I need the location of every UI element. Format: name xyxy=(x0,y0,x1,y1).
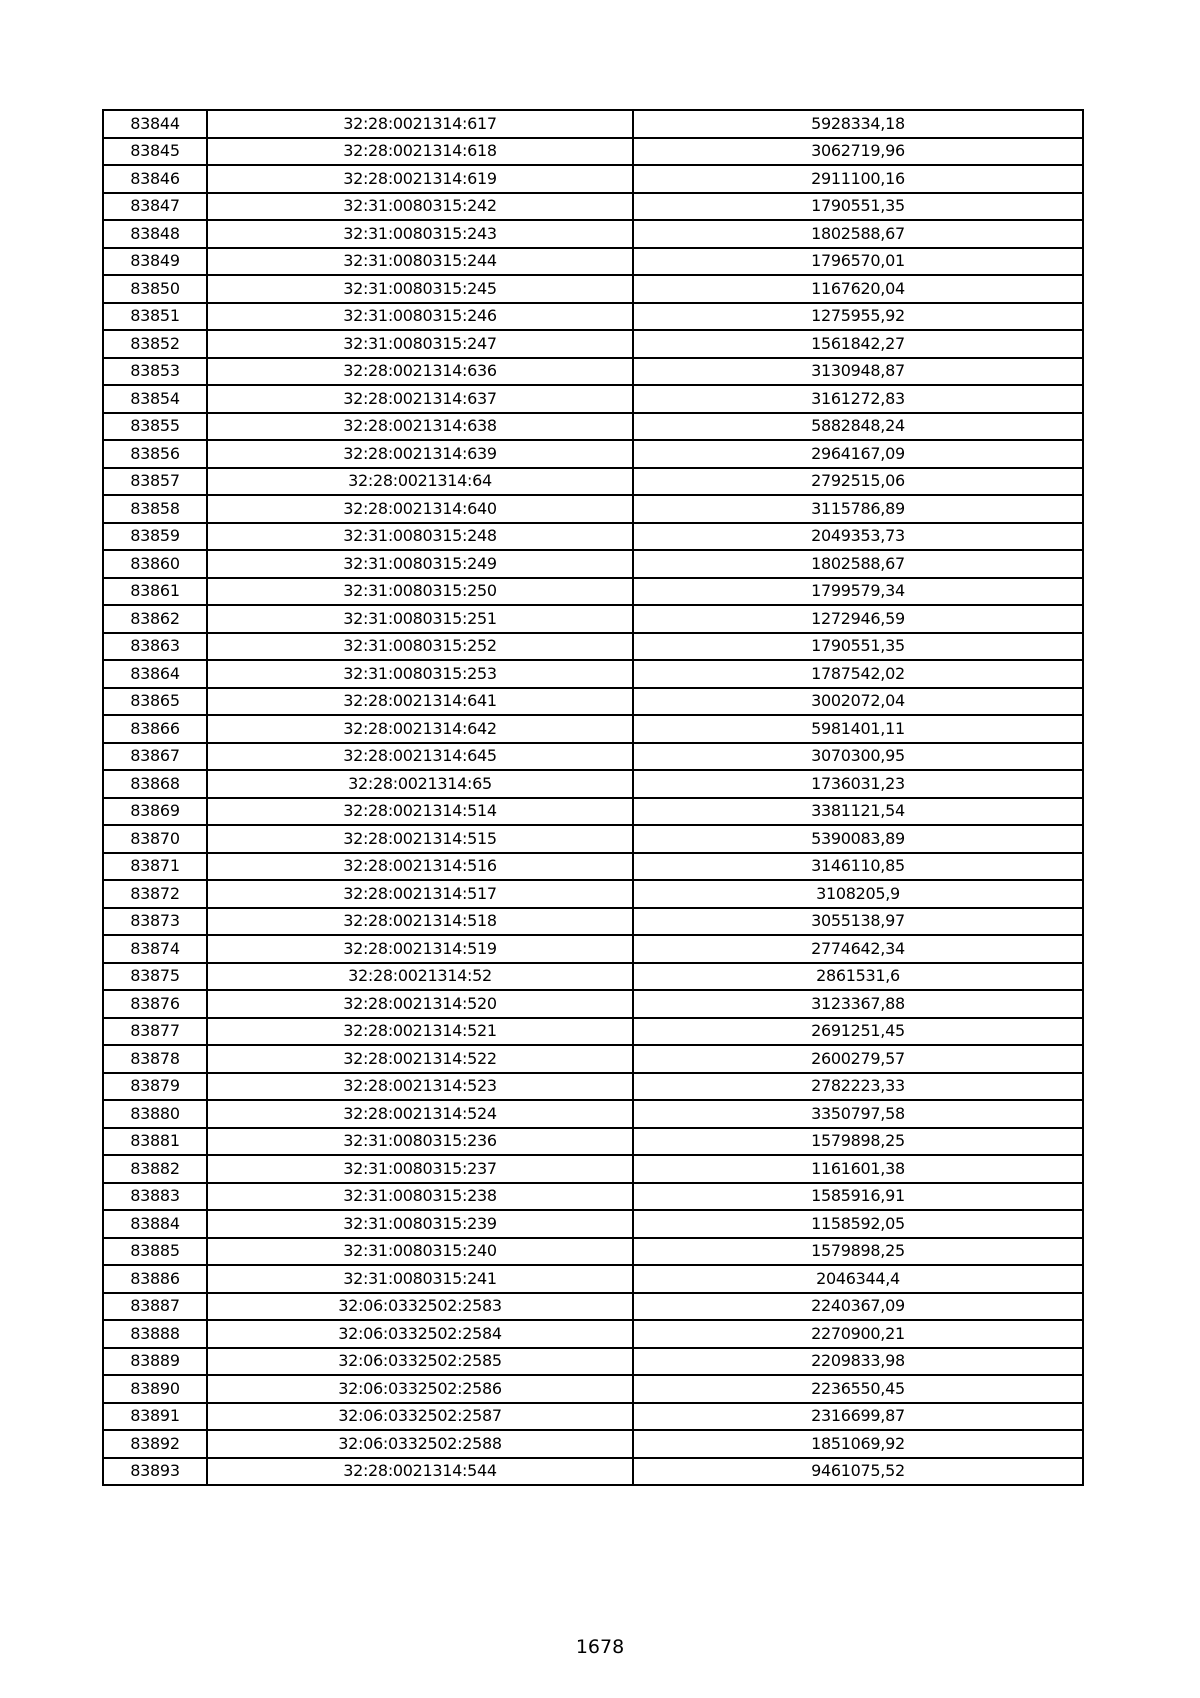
cadastral-number-cell: 32:28:0021314:637 xyxy=(207,385,633,413)
row-index-cell: 83884 xyxy=(103,1210,207,1238)
cadastral-number-cell: 32:31:0080315:248 xyxy=(207,523,633,551)
cadastral-number-cell: 32:06:0332502:2584 xyxy=(207,1320,633,1348)
cadastral-number-cell: 32:31:0080315:243 xyxy=(207,220,633,248)
value-cell: 1275955,92 xyxy=(633,303,1083,331)
row-index-cell: 83854 xyxy=(103,385,207,413)
table-row xyxy=(103,220,1083,248)
value-cell: 1161601,38 xyxy=(633,1155,1083,1183)
row-index-cell: 83870 xyxy=(103,825,207,853)
cadastral-number-cell: 32:31:0080315:239 xyxy=(207,1210,633,1238)
table-row xyxy=(103,578,1083,606)
row-index-cell: 83869 xyxy=(103,798,207,826)
value-cell: 2911100,16 xyxy=(633,165,1083,193)
cadastral-number-cell: 32:31:0080315:245 xyxy=(207,275,633,303)
row-index-cell: 83847 xyxy=(103,193,207,221)
table-row xyxy=(103,1100,1083,1128)
cadastral-number-cell: 32:28:0021314:642 xyxy=(207,715,633,743)
cadastral-number-cell: 32:31:0080315:242 xyxy=(207,193,633,221)
cadastral-number-cell: 32:28:0021314:640 xyxy=(207,495,633,523)
table-row xyxy=(103,165,1083,193)
cadastral-number-cell: 32:31:0080315:237 xyxy=(207,1155,633,1183)
cadastral-number-cell: 32:31:0080315:249 xyxy=(207,550,633,578)
row-index-cell: 83859 xyxy=(103,523,207,551)
cadastral-number-cell: 32:28:0021314:618 xyxy=(207,138,633,166)
table-row xyxy=(103,853,1083,881)
table-row xyxy=(103,275,1083,303)
value-cell: 1561842,27 xyxy=(633,330,1083,358)
value-cell: 3381121,54 xyxy=(633,798,1083,826)
table-row xyxy=(103,743,1083,771)
cadastral-number-cell: 32:06:0332502:2585 xyxy=(207,1348,633,1376)
table-row xyxy=(103,660,1083,688)
row-index-cell: 83878 xyxy=(103,1045,207,1073)
table-row xyxy=(103,715,1083,743)
table-row xyxy=(103,1348,1083,1376)
cadastral-number-cell: 32:31:0080315:246 xyxy=(207,303,633,331)
table-row xyxy=(103,880,1083,908)
cadastral-number-cell: 32:06:0332502:2588 xyxy=(207,1430,633,1458)
value-cell: 2236550,45 xyxy=(633,1375,1083,1403)
row-index-cell: 83861 xyxy=(103,578,207,606)
row-index-cell: 83851 xyxy=(103,303,207,331)
row-index-cell: 83862 xyxy=(103,605,207,633)
value-cell: 1799579,34 xyxy=(633,578,1083,606)
row-index-cell: 83865 xyxy=(103,688,207,716)
cadastral-number-cell: 32:28:0021314:518 xyxy=(207,908,633,936)
table-row xyxy=(103,1293,1083,1321)
table-row xyxy=(103,440,1083,468)
row-index-cell: 83867 xyxy=(103,743,207,771)
cadastral-number-cell: 32:28:0021314:519 xyxy=(207,935,633,963)
cadastral-number-cell: 32:31:0080315:247 xyxy=(207,330,633,358)
value-cell: 3055138,97 xyxy=(633,908,1083,936)
cadastral-number-cell: 32:28:0021314:619 xyxy=(207,165,633,193)
cadastral-number-cell: 32:28:0021314:65 xyxy=(207,770,633,798)
cadastral-number-cell: 32:28:0021314:517 xyxy=(207,880,633,908)
value-cell: 2964167,09 xyxy=(633,440,1083,468)
value-cell: 2316699,87 xyxy=(633,1403,1083,1431)
value-cell: 3123367,88 xyxy=(633,990,1083,1018)
row-index-cell: 83879 xyxy=(103,1073,207,1101)
row-index-cell: 83858 xyxy=(103,495,207,523)
value-cell: 3062719,96 xyxy=(633,138,1083,166)
cadastral-number-cell: 32:28:0021314:645 xyxy=(207,743,633,771)
row-index-cell: 83868 xyxy=(103,770,207,798)
row-index-cell: 83844 xyxy=(103,110,207,138)
row-index-cell: 83892 xyxy=(103,1430,207,1458)
value-cell: 1796570,01 xyxy=(633,248,1083,276)
table-row xyxy=(103,1045,1083,1073)
value-cell: 5928334,18 xyxy=(633,110,1083,138)
table-row xyxy=(103,138,1083,166)
table-row xyxy=(103,963,1083,991)
row-index-cell: 83885 xyxy=(103,1238,207,1266)
cadastral-number-cell: 32:31:0080315:252 xyxy=(207,633,633,661)
cadastral-number-cell: 32:28:0021314:64 xyxy=(207,468,633,496)
value-cell: 1802588,67 xyxy=(633,220,1083,248)
value-cell: 3002072,04 xyxy=(633,688,1083,716)
cadastral-number-cell: 32:31:0080315:250 xyxy=(207,578,633,606)
value-cell: 1790551,35 xyxy=(633,193,1083,221)
row-index-cell: 83875 xyxy=(103,963,207,991)
value-cell: 9461075,52 xyxy=(633,1458,1083,1486)
table-row xyxy=(103,1320,1083,1348)
row-index-cell: 83886 xyxy=(103,1265,207,1293)
cadastral-number-cell: 32:06:0332502:2583 xyxy=(207,1293,633,1321)
row-index-cell: 83882 xyxy=(103,1155,207,1183)
row-index-cell: 83893 xyxy=(103,1458,207,1486)
table-row xyxy=(103,1210,1083,1238)
cadastral-number-cell: 32:06:0332502:2587 xyxy=(207,1403,633,1431)
table-row xyxy=(103,248,1083,276)
table-row xyxy=(103,110,1083,138)
value-cell: 1851069,92 xyxy=(633,1430,1083,1458)
table-row xyxy=(103,523,1083,551)
value-cell: 1158592,05 xyxy=(633,1210,1083,1238)
value-cell: 1790551,35 xyxy=(633,633,1083,661)
value-cell: 3146110,85 xyxy=(633,853,1083,881)
value-cell: 2240367,09 xyxy=(633,1293,1083,1321)
row-index-cell: 83864 xyxy=(103,660,207,688)
row-index-cell: 83849 xyxy=(103,248,207,276)
table-row xyxy=(103,825,1083,853)
row-index-cell: 83889 xyxy=(103,1348,207,1376)
row-index-cell: 83846 xyxy=(103,165,207,193)
cadastral-number-cell: 32:28:0021314:52 xyxy=(207,963,633,991)
row-index-cell: 83848 xyxy=(103,220,207,248)
cadastral-number-cell: 32:28:0021314:515 xyxy=(207,825,633,853)
value-cell: 2782223,33 xyxy=(633,1073,1083,1101)
value-cell: 3070300,95 xyxy=(633,743,1083,771)
table-row xyxy=(103,770,1083,798)
cadastral-number-cell: 32:06:0332502:2586 xyxy=(207,1375,633,1403)
table-row xyxy=(103,193,1083,221)
cadastral-number-cell: 32:28:0021314:514 xyxy=(207,798,633,826)
table-row xyxy=(103,303,1083,331)
row-index-cell: 83866 xyxy=(103,715,207,743)
table-row xyxy=(103,1155,1083,1183)
cadastral-number-cell: 32:28:0021314:516 xyxy=(207,853,633,881)
cadastral-number-cell: 32:28:0021314:617 xyxy=(207,110,633,138)
value-cell: 3115786,89 xyxy=(633,495,1083,523)
value-cell: 2600279,57 xyxy=(633,1045,1083,1073)
value-cell: 3130948,87 xyxy=(633,358,1083,386)
table-row xyxy=(103,1430,1083,1458)
table-row xyxy=(103,1073,1083,1101)
value-cell: 2270900,21 xyxy=(633,1320,1083,1348)
value-cell: 2046344,4 xyxy=(633,1265,1083,1293)
row-index-cell: 83881 xyxy=(103,1128,207,1156)
value-cell: 2792515,06 xyxy=(633,468,1083,496)
cadastre-table xyxy=(102,109,1084,1486)
cadastral-number-cell: 32:31:0080315:244 xyxy=(207,248,633,276)
row-index-cell: 83880 xyxy=(103,1100,207,1128)
table-row xyxy=(103,688,1083,716)
value-cell: 1802588,67 xyxy=(633,550,1083,578)
value-cell: 2049353,73 xyxy=(633,523,1083,551)
cadastral-number-cell: 32:28:0021314:544 xyxy=(207,1458,633,1486)
row-index-cell: 83855 xyxy=(103,413,207,441)
row-index-cell: 83877 xyxy=(103,1018,207,1046)
cadastral-number-cell: 32:28:0021314:520 xyxy=(207,990,633,1018)
table-row xyxy=(103,935,1083,963)
table-row xyxy=(103,1238,1083,1266)
row-index-cell: 83863 xyxy=(103,633,207,661)
value-cell: 1579898,25 xyxy=(633,1238,1083,1266)
table-row xyxy=(103,550,1083,578)
table-row xyxy=(103,1403,1083,1431)
row-index-cell: 83852 xyxy=(103,330,207,358)
cadastral-number-cell: 32:31:0080315:236 xyxy=(207,1128,633,1156)
value-cell: 5981401,11 xyxy=(633,715,1083,743)
table-row xyxy=(103,1128,1083,1156)
table-row xyxy=(103,908,1083,936)
row-index-cell: 83872 xyxy=(103,880,207,908)
cadastral-number-cell: 32:28:0021314:521 xyxy=(207,1018,633,1046)
value-cell: 1736031,23 xyxy=(633,770,1083,798)
table-row xyxy=(103,1265,1083,1293)
cadastral-number-cell: 32:28:0021314:641 xyxy=(207,688,633,716)
row-index-cell: 83860 xyxy=(103,550,207,578)
table-row xyxy=(103,330,1083,358)
row-index-cell: 83871 xyxy=(103,853,207,881)
cadastral-number-cell: 32:28:0021314:639 xyxy=(207,440,633,468)
value-cell: 2209833,98 xyxy=(633,1348,1083,1376)
table-row xyxy=(103,1458,1083,1486)
table-row xyxy=(103,495,1083,523)
row-index-cell: 83856 xyxy=(103,440,207,468)
cadastral-number-cell: 32:28:0021314:523 xyxy=(207,1073,633,1101)
table-row xyxy=(103,990,1083,1018)
table-row xyxy=(103,358,1083,386)
table-row xyxy=(103,413,1083,441)
table-row xyxy=(103,1375,1083,1403)
row-index-cell: 83876 xyxy=(103,990,207,1018)
row-index-cell: 83887 xyxy=(103,1293,207,1321)
cadastral-number-cell: 32:28:0021314:638 xyxy=(207,413,633,441)
cadastral-number-cell: 32:28:0021314:524 xyxy=(207,1100,633,1128)
value-cell: 1167620,04 xyxy=(633,275,1083,303)
table-row xyxy=(103,633,1083,661)
cadastral-number-cell: 32:28:0021314:636 xyxy=(207,358,633,386)
row-index-cell: 83857 xyxy=(103,468,207,496)
value-cell: 3350797,58 xyxy=(633,1100,1083,1128)
table-row xyxy=(103,605,1083,633)
cadastral-number-cell: 32:31:0080315:238 xyxy=(207,1183,633,1211)
value-cell: 1272946,59 xyxy=(633,605,1083,633)
value-cell: 2861531,6 xyxy=(633,963,1083,991)
table-body xyxy=(103,110,1083,1485)
page-number: 1678 xyxy=(575,1636,625,1658)
row-index-cell: 83891 xyxy=(103,1403,207,1431)
value-cell: 1579898,25 xyxy=(633,1128,1083,1156)
value-cell: 1787542,02 xyxy=(633,660,1083,688)
value-cell: 2774642,34 xyxy=(633,935,1083,963)
row-index-cell: 83873 xyxy=(103,908,207,936)
value-cell: 3108205,9 xyxy=(633,880,1083,908)
table-row xyxy=(103,1018,1083,1046)
value-cell: 1585916,91 xyxy=(633,1183,1083,1211)
cadastral-number-cell: 32:31:0080315:241 xyxy=(207,1265,633,1293)
row-index-cell: 83874 xyxy=(103,935,207,963)
table-row xyxy=(103,1183,1083,1211)
cadastral-number-cell: 32:31:0080315:240 xyxy=(207,1238,633,1266)
value-cell: 5882848,24 xyxy=(633,413,1083,441)
row-index-cell: 83883 xyxy=(103,1183,207,1211)
table-row xyxy=(103,468,1083,496)
cadastral-number-cell: 32:28:0021314:522 xyxy=(207,1045,633,1073)
row-index-cell: 83888 xyxy=(103,1320,207,1348)
value-cell: 5390083,89 xyxy=(633,825,1083,853)
table-row xyxy=(103,385,1083,413)
value-cell: 2691251,45 xyxy=(633,1018,1083,1046)
row-index-cell: 83850 xyxy=(103,275,207,303)
table-row xyxy=(103,798,1083,826)
row-index-cell: 83890 xyxy=(103,1375,207,1403)
row-index-cell: 83853 xyxy=(103,358,207,386)
cadastral-number-cell: 32:31:0080315:251 xyxy=(207,605,633,633)
value-cell: 3161272,83 xyxy=(633,385,1083,413)
row-index-cell: 83845 xyxy=(103,138,207,166)
cadastral-number-cell: 32:31:0080315:253 xyxy=(207,660,633,688)
